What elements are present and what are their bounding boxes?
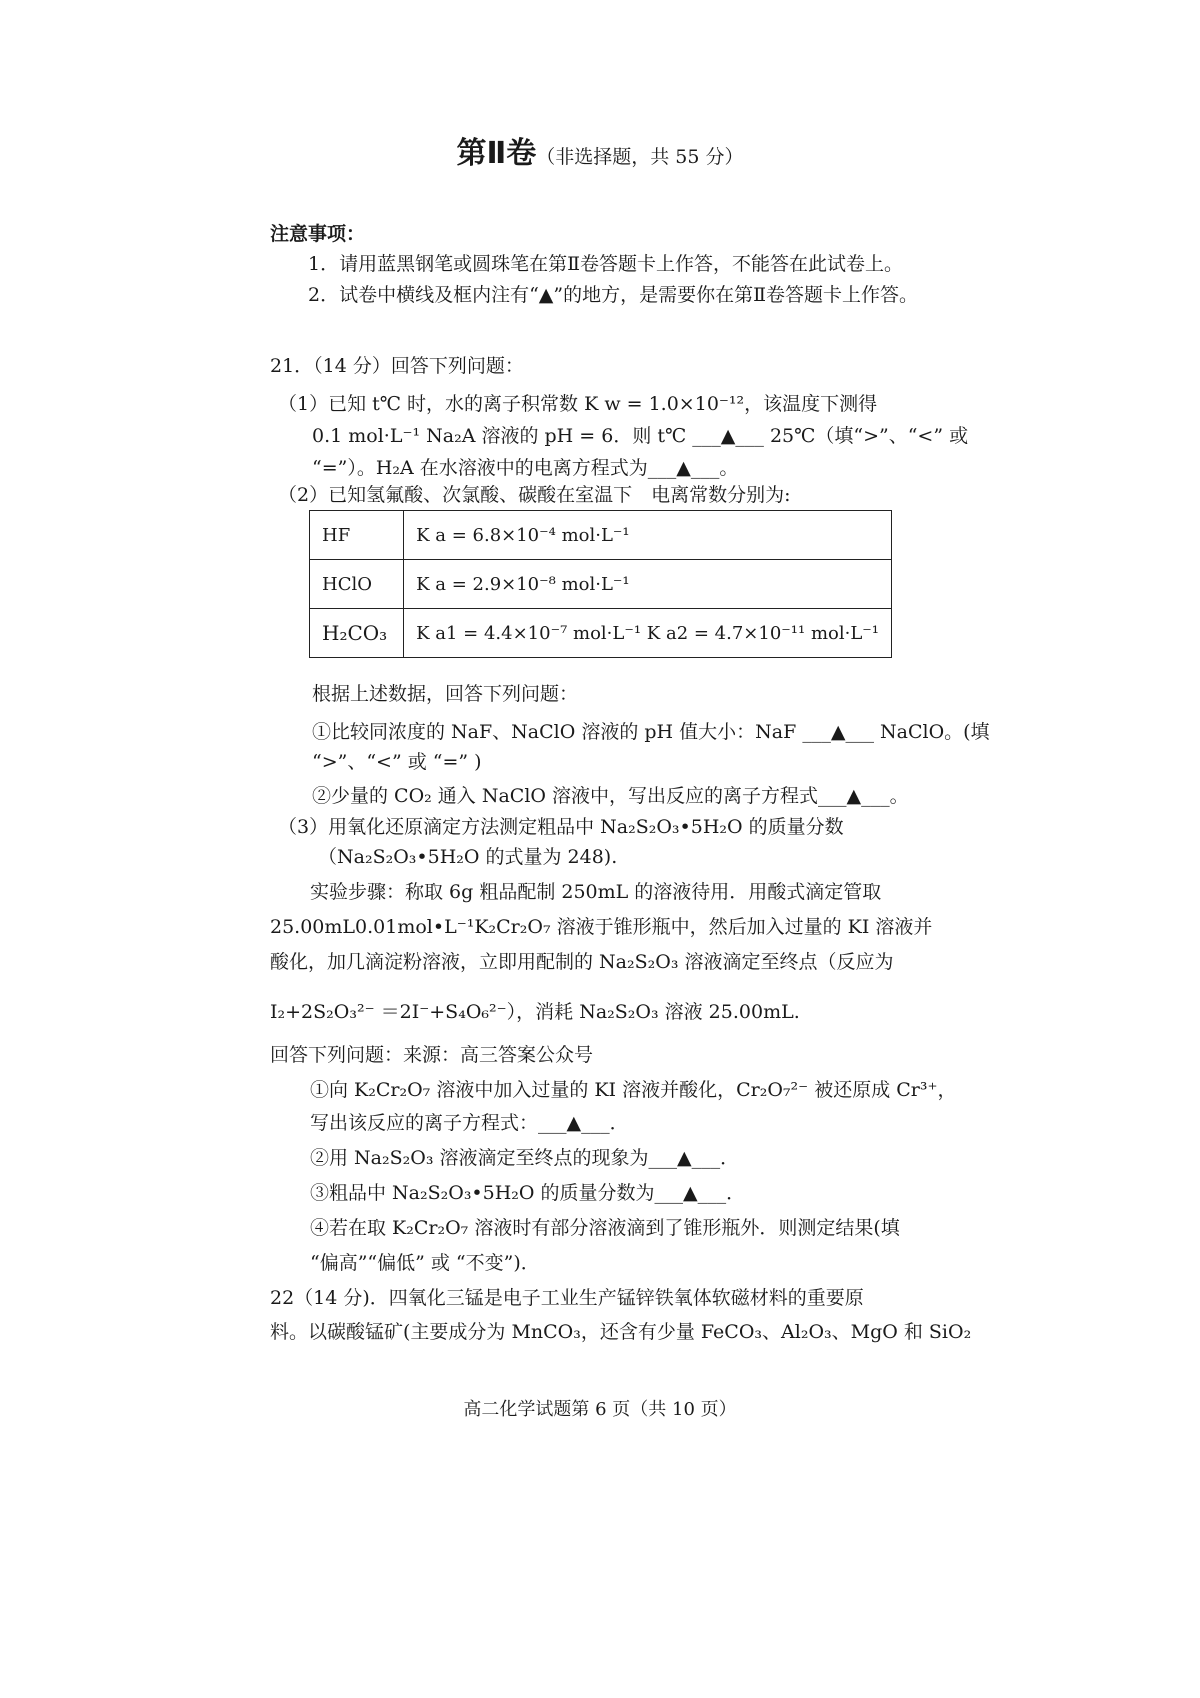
- notice-item-2: 2．试卷中横线及框内注有“▲”的地方，是需要你在第Ⅱ卷答题卡上作答。: [308, 284, 919, 306]
- table-cell-acid: HClO: [310, 560, 404, 609]
- q21-p3-line-6: I₂+2S₂O₃²⁻ ＝2I⁻+S₄O₆²⁻），消耗 Na₂S₂O₃ 溶液 25.00mL.: [270, 1001, 800, 1023]
- q21-p3-sub-1-cont: 写出该反应的离子方程式：___▲___．: [310, 1112, 629, 1134]
- q21-p3-line-7: 回答下列问题：来源：高三答案公众号: [270, 1044, 594, 1066]
- q21-p2-sub-2: ②少量的 CO₂ 通入 NaClO 溶液中，写出反应的离子方程式___▲___。: [312, 785, 909, 807]
- section-title-sub: （非选择题，共 55 分）: [536, 146, 744, 168]
- section-title: [0, 128, 1200, 172]
- table-cell-acid: H₂CO₃: [310, 609, 404, 658]
- q21-p3-line-5: 酸化，加几滴淀粉溶液，立即用配制的 Na₂S₂O₃ 溶液滴定至终点（反应为: [270, 951, 894, 973]
- table-cell-constant: K a = 6.8×10⁻⁴ mol·L⁻¹: [404, 511, 892, 560]
- section-title-main: 第Ⅱ卷: [456, 136, 537, 171]
- q21-p3-line-2: （Na₂S₂O₃•5H₂O 的式量为 248).: [318, 846, 618, 868]
- q21-p3-line-4: 25.00mL0.01mol•L⁻¹K₂Cr₂O₇ 溶液于锥形瓶中，然后加入过量的 KI 溶液并: [270, 916, 933, 938]
- q21-p1-line-2: 0.1 mol·L⁻¹ Na₂A 溶液的 pH = 6．则 t℃ ___▲___ 25℃（填“>”、“<” 或: [312, 425, 969, 447]
- q22-line-1: 22（14 分)．四氧化三锰是电子工业生产锰锌铁氧体软磁材料的重要原: [270, 1287, 864, 1309]
- q21-header: 21．（14 分）回答下列问题：: [270, 355, 524, 377]
- q21-p2-sub-1-cont: “>”、“<” 或 “=” ): [312, 751, 482, 773]
- table-cell-constant: K a = 2.9×10⁻⁸ mol·L⁻¹: [404, 560, 892, 609]
- table-cell-constant: K a1 = 4.4×10⁻⁷ mol·L⁻¹ K a2 = 4.7×10⁻¹¹ mol·L⁻¹: [404, 609, 892, 658]
- notice-heading: 注意事项：: [270, 223, 366, 245]
- q21-p3-sub-4-cont: “偏高”“偏低” 或 “不变”)．: [310, 1252, 540, 1274]
- q21-p2-intro: （2）已知氢氟酸、次氯酸、碳酸在室温下 电离常数分别为:: [278, 484, 791, 506]
- table-row: [310, 511, 892, 560]
- q21-p3-line-3: 实验步骤：称取 6g 粗品配制 250mL 的溶液待用．用酸式滴定管取: [310, 881, 882, 903]
- q21-p2-prompt: 根据上述数据，回答下列问题：: [312, 683, 579, 705]
- q21-p3-sub-3: ③粗品中 Na₂S₂O₃•5H₂O 的质量分数为___▲___．: [310, 1182, 746, 1204]
- q21-p3-sub-2: ②用 Na₂S₂O₃ 溶液滴定至终点的现象为___▲___．: [310, 1147, 740, 1169]
- q21-p1-line-3: “=”）。H₂A 在水溶液中的电离方程式为___▲___。: [312, 457, 739, 479]
- q21-p2-sub-1: ①比较同浓度的 NaF、NaClO 溶液的 pH 值大小：NaF ___▲___ NaClO。(填: [312, 721, 990, 743]
- q21-p3-sub-1: ①向 K₂Cr₂O₇ 溶液中加入过量的 KI 溶液并酸化，Cr₂O₇²⁻ 被还原成 Cr³⁺，: [310, 1079, 957, 1101]
- q21-p3-sub-4: ④若在取 K₂Cr₂O₇ 溶液时有部分溶液滴到了锥形瓶外．则测定结果(填: [310, 1217, 900, 1239]
- q21-p3-line-1: （3）用氧化还原滴定方法测定粗品中 Na₂S₂O₃•5H₂O 的质量分数: [278, 816, 844, 838]
- table-row: [310, 560, 892, 609]
- notice-item-1: 1．请用蓝黑钢笔或圆珠笔在第Ⅱ卷答题卡上作答，不能答在此试卷上。: [308, 253, 904, 275]
- table-row: [310, 609, 892, 658]
- table-cell-acid: HF: [310, 511, 404, 560]
- ionization-constants-table: [309, 510, 892, 658]
- q22-line-2: 料。以碳酸锰矿(主要成分为 MnCO₃，还含有少量 FeCO₃、Al₂O₃、MgO 和 SiO₂: [270, 1321, 972, 1343]
- page-footer: 高二化学试题第 6 页（共 10 页）: [463, 1399, 737, 1420]
- q21-p1-line-1: （1）已知 t℃ 时，水的离子积常数 K w = 1.0×10⁻¹²，该温度下测得: [278, 393, 878, 415]
